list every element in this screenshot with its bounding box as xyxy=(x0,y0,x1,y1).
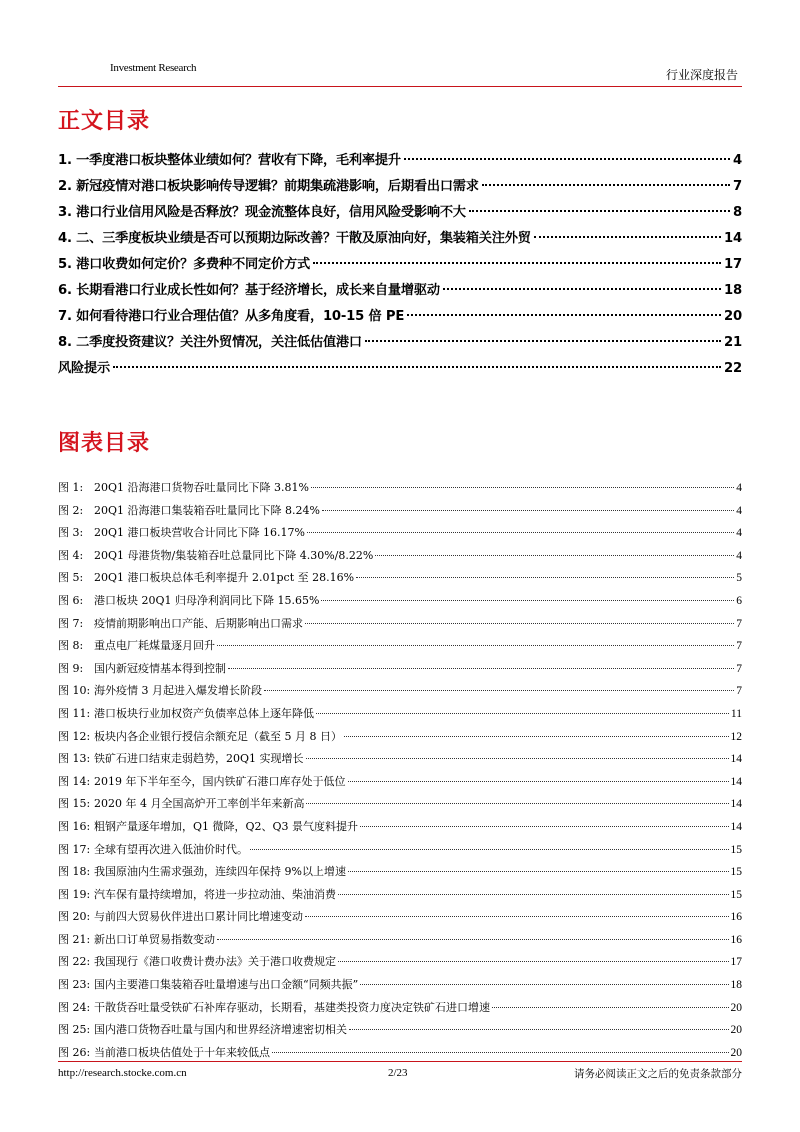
toc-leader-dots xyxy=(469,210,730,212)
figure-entry[interactable] xyxy=(58,682,742,705)
figure-leader-dots xyxy=(348,781,729,782)
figure-entry-number: 图 25: xyxy=(58,1023,91,1037)
figure-entry-number: 图 18: xyxy=(58,865,91,879)
toc-leader-dots xyxy=(113,366,721,368)
figure-entry-page: 15 xyxy=(730,866,742,879)
figure-entry-page: 20 xyxy=(730,1046,742,1059)
figure-leader-dots xyxy=(344,736,729,737)
figure-leader-dots xyxy=(305,916,729,917)
figure-entry-number: 图 14: xyxy=(58,774,91,788)
figure-entry[interactable] xyxy=(58,818,742,841)
figure-entry[interactable] xyxy=(58,1021,742,1044)
figure-entry-page: 12 xyxy=(730,730,742,743)
figure-leader-dots xyxy=(492,1007,729,1008)
figure-leader-dots xyxy=(306,758,729,759)
figure-entry-page: 7 xyxy=(736,640,742,653)
header-brand: Investment Research xyxy=(110,62,197,74)
figure-entry-page: 18 xyxy=(730,979,742,992)
footer-url[interactable]: http://research.stocke.com.cn xyxy=(58,1067,187,1079)
header-divider xyxy=(58,86,742,87)
figure-entry[interactable] xyxy=(58,524,742,547)
figure-entry[interactable] xyxy=(58,592,742,615)
toc-entry-label: 2. 新冠疫情对港口板块影响传导逻辑？前期集疏港影响，后期看出口需求 xyxy=(58,179,479,194)
figure-entry-page: 4 xyxy=(736,549,742,562)
toc-entry-label: 7. 如何看待港口行业合理估值？从多角度看，10-15 倍 PE xyxy=(58,309,405,324)
toc-entry-page: 17 xyxy=(724,257,742,272)
toc-entry-label: 4. 二、三季度板块业绩是否可以预期边际改善？干散及原油向好，集装箱关注外贸 xyxy=(58,231,531,246)
figure-entry-number: 图 4: xyxy=(58,548,84,562)
figures-title: 图表目录 xyxy=(58,431,151,456)
figure-entry-number: 图 1: xyxy=(58,481,84,494)
figure-entry-page: 4 xyxy=(736,527,742,540)
toc-entry[interactable] xyxy=(58,305,742,331)
toc-entry-page: 7 xyxy=(733,179,742,194)
figure-entry-number: 图 22: xyxy=(58,955,91,969)
figure-entry-number: 图 5: xyxy=(58,571,84,585)
figure-entry-number: 图 24: xyxy=(58,1000,91,1014)
figure-leader-dots xyxy=(250,849,729,850)
figure-leader-dots xyxy=(360,826,728,827)
figure-entry[interactable] xyxy=(58,976,742,999)
footer-divider xyxy=(58,1061,742,1062)
figure-entry-number: 图 11: xyxy=(58,706,91,720)
figure-leader-dots xyxy=(349,1029,729,1030)
toc-entry-page: 20 xyxy=(724,309,742,324)
figure-entry[interactable] xyxy=(58,547,742,570)
figure-entry-number: 图 16: xyxy=(58,819,91,833)
figure-entry-page: 11 xyxy=(730,707,742,720)
figure-entry-label: 重点电厂耗煤量逐月回升 xyxy=(94,639,215,653)
figure-entry-number: 图 19: xyxy=(58,887,91,901)
toc-leader-dots xyxy=(534,236,721,238)
toc-leader-dots xyxy=(313,262,721,264)
figure-entry-label: 国内新冠疫情基本得到控制 xyxy=(94,661,226,675)
toc-entry-label: 1. 一季度港口板块整体业绩如何？营收有下降，毛利率提升 xyxy=(58,153,401,168)
figure-entry-label: 板块内各企业银行授信余额充足（截至 5 月 8 日） xyxy=(94,729,342,743)
toc-entry-label: 6. 长期看港口行业成长性如何？基于经济增长，成长来自量增驱动 xyxy=(58,283,440,298)
figure-entry-label: 与前四大贸易伙伴进出口累计同比增速变动 xyxy=(94,910,303,924)
toc-leader-dots xyxy=(443,288,721,290)
figure-entry[interactable] xyxy=(58,615,742,638)
figure-entry-number: 图 8: xyxy=(58,639,84,653)
toc-entry[interactable] xyxy=(58,331,742,357)
toc-entry[interactable] xyxy=(58,227,742,253)
figure-entry-number: 图 13: xyxy=(58,752,91,766)
figure-entry[interactable] xyxy=(58,1044,742,1067)
figure-entry-label: 铁矿石进口结束走弱趋势，20Q1 实现增长 xyxy=(94,752,304,766)
toc-entry-label: 3. 港口行业信用风险是否释放？现金流整体良好，信用风险受影响不大 xyxy=(58,205,466,220)
toc-leader-dots xyxy=(404,158,730,160)
figure-leader-dots xyxy=(338,961,729,962)
toc-entry-page: 21 xyxy=(724,335,742,350)
figure-entry-label: 2019 年下半年至今，国内铁矿石港口库存处于低位 xyxy=(94,774,346,788)
footer-disclaimer: 请务必阅读正文之后的免责条款部分 xyxy=(574,1068,742,1080)
figure-entry-label: 海外疫情 3 月起进入爆发增长阶段 xyxy=(94,684,262,698)
figure-entry-number: 图 15: xyxy=(58,797,91,811)
figure-entry-label: 我国现行《港口收费计费办法》关于港口收费规定 xyxy=(94,955,336,969)
figure-entry[interactable] xyxy=(58,637,742,660)
figure-entry[interactable] xyxy=(58,660,742,683)
header-report-type: 行业深度报告 xyxy=(665,68,738,82)
figure-leader-dots xyxy=(306,803,728,804)
figure-entry-number: 图 3: xyxy=(58,526,84,540)
figure-entry-page: 14 xyxy=(730,753,742,766)
figure-entry-page: 7 xyxy=(736,662,742,675)
figure-leader-dots xyxy=(321,600,734,601)
figure-entry-number: 图 23: xyxy=(58,978,91,992)
figure-entry-page: 15 xyxy=(730,888,742,901)
toc-entry-page: 22 xyxy=(724,361,742,376)
toc-entry[interactable] xyxy=(58,175,742,201)
figure-entry[interactable] xyxy=(58,705,742,728)
figure-entry-label: 国内港口货物吞吐量与国内和世界经济增速密切相关 xyxy=(94,1023,347,1037)
figure-leader-dots xyxy=(338,894,729,895)
figure-leader-dots xyxy=(305,623,734,624)
figure-entry-page: 14 xyxy=(730,798,742,811)
figure-entry-label: 港口板块行业加权资产负债率总体上逐年降低 xyxy=(94,706,314,720)
figure-entry[interactable] xyxy=(58,931,742,954)
toc-entry-label: 5. 港口收费如何定价？多费种不同定价方式 xyxy=(58,257,310,272)
figure-entry-number: 图 6: xyxy=(58,593,84,607)
figure-leader-dots xyxy=(360,984,728,985)
figure-entry-number: 图 17: xyxy=(58,842,91,856)
figure-entry[interactable] xyxy=(58,502,742,525)
figure-entry-label: 20Q1 沿海港口货物吞吐量同比下降 3.81% xyxy=(94,481,309,494)
toc-entry[interactable] xyxy=(58,357,742,383)
figure-leader-dots xyxy=(311,487,734,488)
figure-entry-number: 图 21: xyxy=(58,932,91,946)
figure-leader-dots xyxy=(322,510,734,511)
figure-entry-page: 14 xyxy=(730,775,742,788)
figure-entry-label: 我国原油内生需求强劲，连续四年保持 9%以上增速 xyxy=(94,865,346,879)
figure-entry-label: 汽车保有量持续增加，将进一步拉动油、柴油消费 xyxy=(94,887,336,901)
figure-leader-dots xyxy=(264,690,734,691)
figure-leader-dots xyxy=(316,713,729,714)
figure-entry-number: 图 7: xyxy=(58,616,84,630)
toc-entry-page: 8 xyxy=(733,205,742,220)
figure-leader-dots xyxy=(217,645,734,646)
figure-entry-number: 图 9: xyxy=(58,661,84,675)
figure-entry-number: 图 12: xyxy=(58,729,91,743)
figure-entry-page: 7 xyxy=(736,617,742,630)
figure-entry-page: 16 xyxy=(730,911,742,924)
figure-entry-label: 20Q1 港口板块营收合计同比下降 16.17% xyxy=(94,526,305,540)
figure-entry[interactable] xyxy=(58,908,742,931)
toc-entry-page: 4 xyxy=(733,153,742,168)
figure-leader-dots xyxy=(356,577,734,578)
toc-entry[interactable] xyxy=(58,253,742,279)
figure-entry-label: 干散货吞吐量受铁矿石补库存驱动，长期看，基建类投资力度决定铁矿石进口增速 xyxy=(94,1000,490,1014)
figure-entry-label: 20Q1 母港货物/集装箱吞吐总量同比下降 4.30%/8.22% xyxy=(94,548,374,562)
toc-leader-dots xyxy=(407,314,721,316)
figure-leader-dots xyxy=(272,1052,729,1053)
figure-leader-dots xyxy=(307,532,734,533)
figure-entry[interactable] xyxy=(58,863,742,886)
figure-entry-label: 20Q1 港口板块总体毛利率提升 2.01pct 至 28.16% xyxy=(94,571,355,585)
figure-entry[interactable] xyxy=(58,569,742,592)
figure-entry-number: 图 2: xyxy=(58,503,84,517)
figure-entry-label: 国内主要港口集装箱吞吐量增速与出口金额“同频共振” xyxy=(94,978,359,992)
toc-title: 正文目录 xyxy=(58,109,151,134)
figure-entry[interactable] xyxy=(58,773,742,796)
figure-entry-label: 新出口订单贸易指数变动 xyxy=(94,932,215,946)
toc-entry[interactable] xyxy=(58,149,742,175)
figure-entry-label: 当前港口板块估值处于十年来较低点 xyxy=(94,1045,270,1059)
figure-entry-label: 粗钢产量逐年增加，Q1 微降，Q2、Q3 景气度料提升 xyxy=(94,819,359,833)
figure-entry[interactable] xyxy=(58,953,742,976)
toc-list xyxy=(58,149,742,383)
figure-entry-label: 疫情前期影响出口产能、后期影响出口需求 xyxy=(94,616,303,630)
figure-entry[interactable] xyxy=(58,841,742,864)
figure-entry-number: 图 26: xyxy=(58,1045,91,1059)
figure-entry-number: 图 20: xyxy=(58,910,91,924)
figure-entry-label: 20Q1 沿海港口集装箱吞吐量同比下降 8.24% xyxy=(94,503,320,517)
figure-leader-dots xyxy=(217,939,729,940)
figure-entry-page: 15 xyxy=(730,843,742,856)
figure-leader-dots xyxy=(375,555,734,556)
figure-entry-number: 图 10: xyxy=(58,684,91,698)
figures-list xyxy=(58,479,742,1066)
figure-leader-dots xyxy=(348,871,729,872)
toc-leader-dots xyxy=(365,340,721,342)
figure-entry-page: 17 xyxy=(730,956,742,969)
figure-entry-page: 16 xyxy=(730,933,742,946)
figure-entry[interactable] xyxy=(58,728,742,751)
figure-entry-label: 港口板块 20Q1 归母净利润同比下降 15.65% xyxy=(94,593,320,607)
toc-entry-page: 18 xyxy=(724,283,742,298)
figure-entry-page: 5 xyxy=(736,572,742,585)
figure-entry-page: 7 xyxy=(736,685,742,698)
figure-entry[interactable] xyxy=(58,999,742,1022)
footer-page-number: 2/23 xyxy=(388,1067,408,1079)
toc-leader-dots xyxy=(482,184,730,186)
figure-entry-page: 4 xyxy=(736,504,742,517)
figure-entry[interactable] xyxy=(58,886,742,909)
figure-entry-page: 6 xyxy=(736,594,742,607)
toc-entry-page: 14 xyxy=(724,231,742,246)
figure-leader-dots xyxy=(228,668,734,669)
figure-entry-label: 2020 年 4 月全国高炉开工率创半年来新高 xyxy=(94,797,305,811)
toc-entry[interactable] xyxy=(58,279,742,305)
figure-entry-page: 4 xyxy=(736,482,742,494)
figure-entry-page: 14 xyxy=(730,820,742,833)
toc-entry-label: 8. 二季度投资建议？关注外贸情况，关注低估值港口 xyxy=(58,335,362,350)
toc-entry-label: 风险提示 xyxy=(58,361,110,376)
figure-entry[interactable] xyxy=(58,795,742,818)
figure-entry-page: 20 xyxy=(730,1001,742,1014)
figure-entry[interactable] xyxy=(58,750,742,773)
figure-entry[interactable] xyxy=(58,479,742,502)
figure-entry-label: 全球有望再次进入低油价时代。 xyxy=(94,842,248,856)
toc-entry[interactable] xyxy=(58,201,742,227)
figure-entry-page: 20 xyxy=(730,1024,742,1037)
